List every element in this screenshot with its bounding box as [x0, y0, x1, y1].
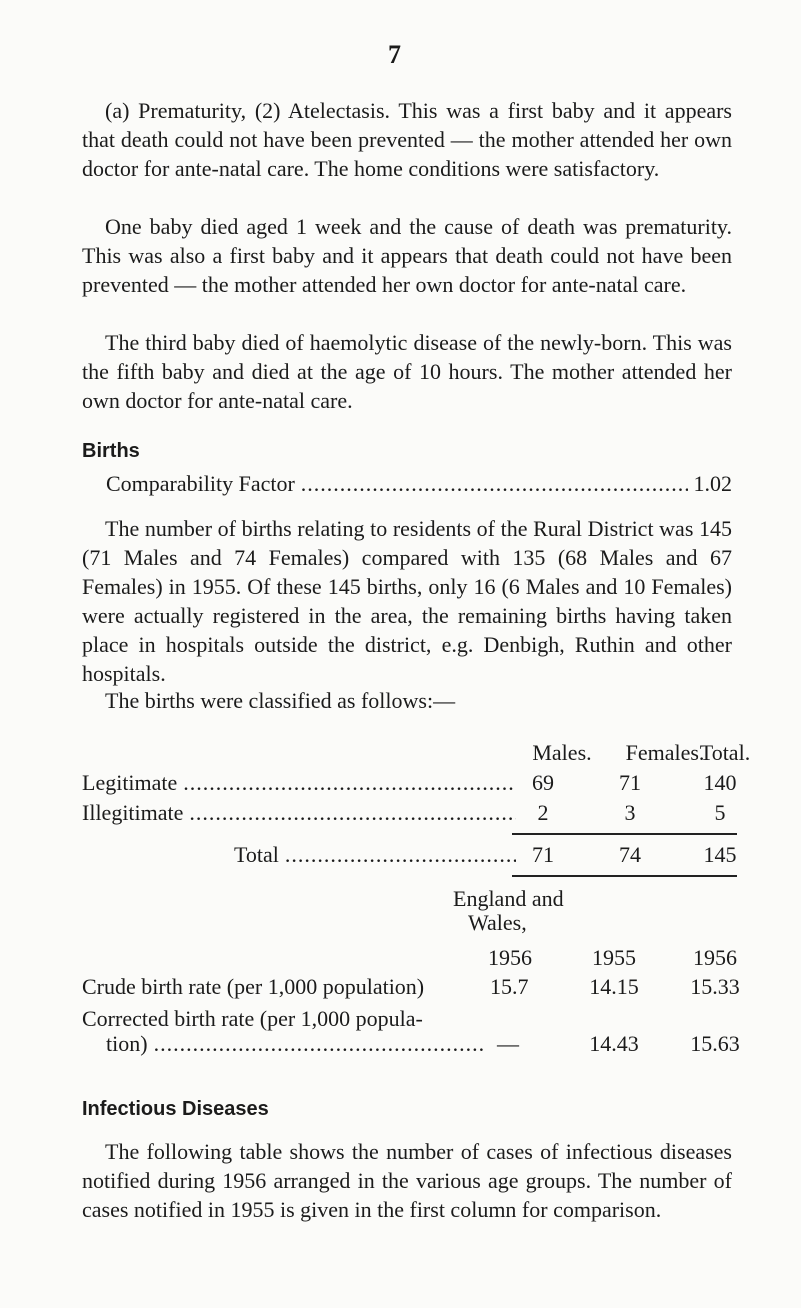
cell-illegitimate-females: 3 [624, 800, 636, 825]
corrected-rate-1955: 14.43 [589, 1031, 639, 1056]
infectious-diseases-heading: Infectious Diseases [82, 1098, 269, 1120]
crude-rate-1955: 14.15 [589, 974, 639, 999]
table-rule-top [512, 833, 737, 835]
corrected-rate-1956: 15.63 [690, 1031, 740, 1056]
header-england-wales-line1: England and [453, 886, 564, 911]
paragraph-births-count: The number of births relating to residents of the Rural District was 145 (71 Males and 74 Females) compared with 135 (68 Males and 67 Females) in 1955. Of these 145 births, only 16 (6 Males and 10 Females) were actually registered in the area, the remaining births having taken place in hospitals outside the district, e.g. Denbigh, Ruthin and other hospitals. [82, 516, 732, 686]
cell-total-males: 71 [532, 842, 554, 867]
header-females: Females. [625, 740, 705, 765]
row-label: tion) [106, 1031, 148, 1056]
comparability-factor-label: Comparability Factor [106, 471, 295, 496]
table-row-illegitimate-label [82, 798, 522, 827]
paragraph-one-week: One baby died aged 1 week and the cause of death was prematurity. This was also a first baby and it appears that death could not have been prevented — the mother attended her own doctor for ante-natal care. [82, 214, 732, 297]
header-year-ew: 1956 [488, 945, 532, 970]
row-label: Legitimate [82, 770, 178, 795]
leader-dots [154, 1029, 484, 1058]
cell-legitimate-males: 69 [532, 770, 554, 795]
crude-rate-ew: 15.7 [490, 974, 529, 999]
paragraph-prematurity: (a) Prematurity, (2) Atelectasis. This was a first baby and it appears that death could not have been prevented — the mother attended her own doctor for ante-natal care. The home conditions were satisfactory. [82, 98, 732, 181]
comparability-factor-value: 1.02 [693, 471, 732, 496]
cell-total-total: 145 [703, 842, 737, 867]
crude-rate-1956: 15.33 [690, 974, 740, 999]
paragraph-third-baby: The third baby died of haemolytic disease of the newly-born. This was the fifth baby and died at the age of 10 hours. The mother attended her own doctor for ante-natal care. [82, 330, 732, 413]
row-label: Illegitimate [82, 800, 184, 825]
header-males: Males. [532, 740, 592, 765]
paragraph-infectious: The following table shows the number of cases of infectious diseases notified during 1956 arranged in the various age groups. The number of cases notified in 1955 is given in the first column for comparison. [82, 1139, 732, 1222]
crude-birth-rate-label: Crude birth rate (per 1,000 population) [82, 974, 425, 999]
header-year-1956: 1956 [693, 945, 737, 970]
comparability-factor-row [106, 469, 732, 498]
table-rule-bottom [512, 875, 737, 877]
corrected-birth-rate-label-line1: Corrected birth rate (per 1,000 popula- [82, 1006, 423, 1031]
leader-dots [301, 469, 688, 498]
cell-illegitimate-males: 2 [537, 800, 549, 825]
cell-legitimate-females: 71 [619, 770, 641, 795]
births-heading: Births [82, 440, 140, 462]
table-row-legitimate-label [82, 768, 522, 797]
cell-legitimate-total: 140 [703, 770, 737, 795]
leader-dots [183, 768, 516, 797]
corrected-birth-rate-label-line2 [106, 1029, 490, 1058]
header-total: Total. [699, 740, 751, 765]
table-row-total-label [234, 840, 522, 869]
paragraph-classified: The births were classified as follows:— [105, 688, 456, 713]
cell-total-females: 74 [619, 842, 641, 867]
header-england-wales-line2: Wales, [468, 910, 527, 935]
header-year-1955: 1955 [592, 945, 636, 970]
leader-dots [285, 840, 516, 869]
cell-illegitimate-total: 5 [714, 800, 726, 825]
leader-dots [189, 798, 516, 827]
row-label: Total [234, 842, 279, 867]
corrected-rate-ew: — [497, 1031, 519, 1056]
page-number: 7 [388, 40, 401, 69]
